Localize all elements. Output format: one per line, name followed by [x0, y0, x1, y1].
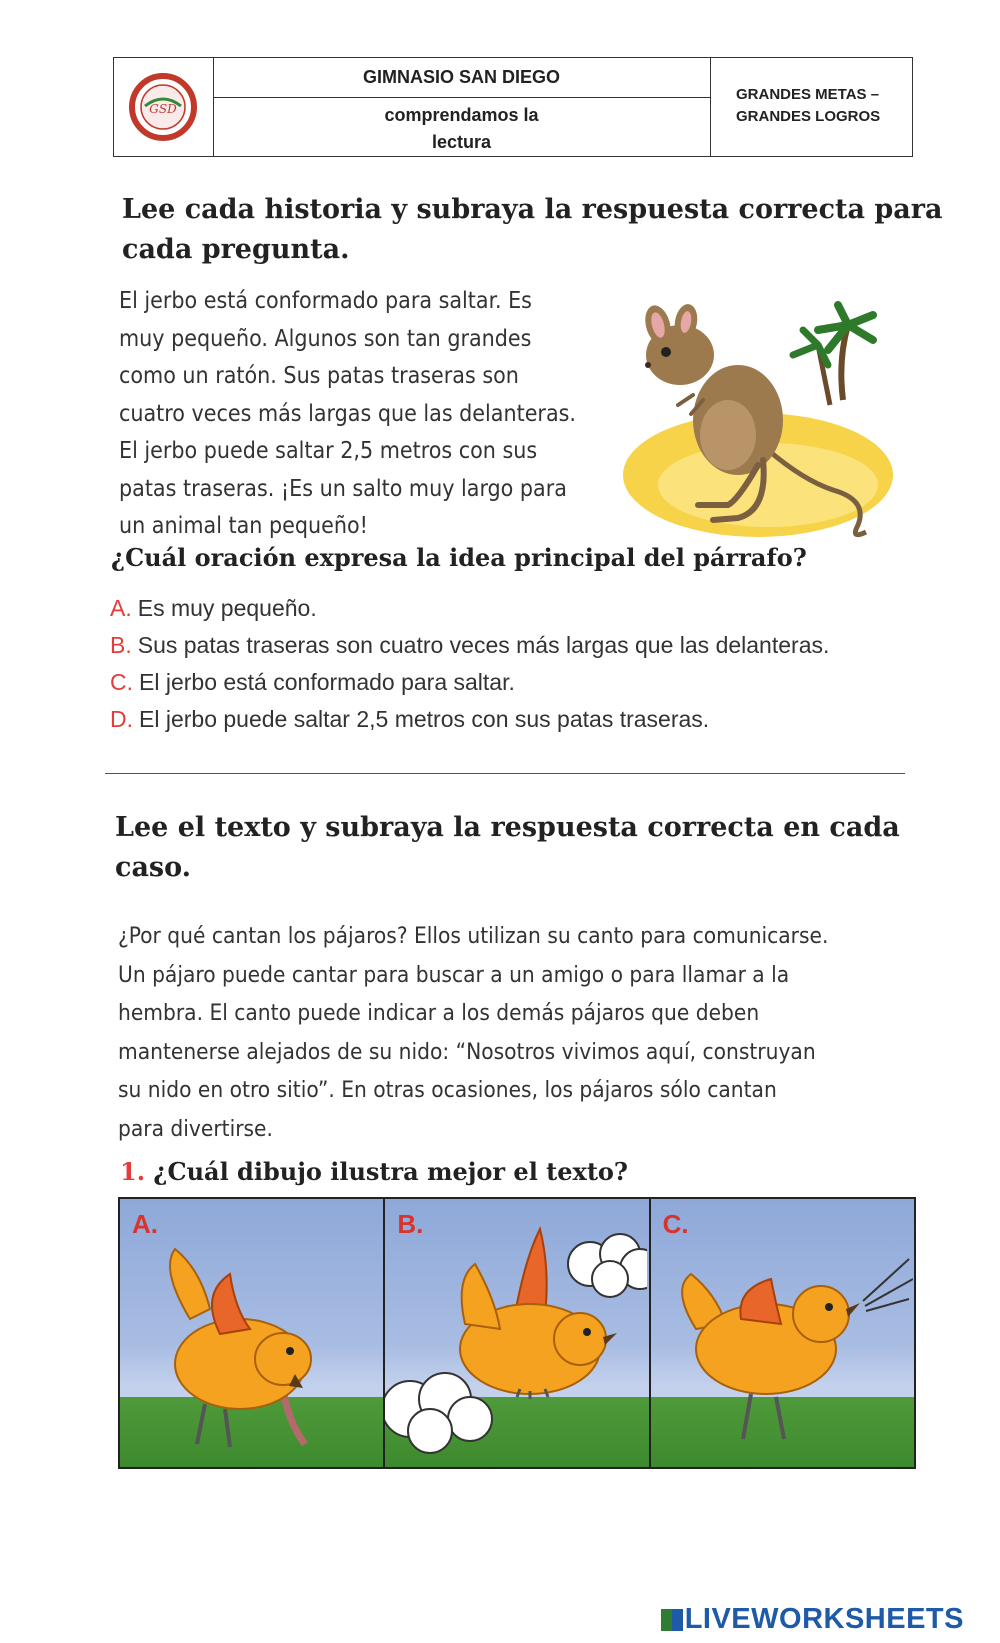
svg-text:GSD: GSD: [149, 102, 177, 116]
section2-question: 1. ¿Cuál dibujo ilustra mejor el texto?: [120, 1157, 628, 1186]
bird-eating-worm-icon: [120, 1199, 375, 1467]
motto-cell: GRANDES METAS – GRANDES LOGROS: [736, 86, 881, 125]
liveworksheets-logo: LIVEWORKSHEETS: [661, 1603, 964, 1636]
sound-lines-icon: [863, 1259, 913, 1311]
liveworksheets-icon: [661, 1609, 683, 1631]
section1-instruction: Lee cada historia y subraya la respuesta correcta para cada pregunta.: [122, 194, 943, 265]
panel-b[interactable]: B.: [385, 1199, 650, 1467]
bird-panels: [118, 1197, 916, 1469]
birds-paragraph: ¿Por qué cantan los pájaros? Ellos utilizan su canto para comunicarse. Un pájaro puede cantar para buscar a un amigo o para llamar a la hembra. El canto puede indicar a los demás pájaros que deben mantenerse alejados de su nido: “Nosotros vivimos aquí, construyan su nido en otro sitio”. En otras ocasiones, los pájaros sólo cantan para divertirse.: [118, 923, 829, 1142]
panel-c[interactable]: C.: [651, 1199, 914, 1467]
jerbo-paragraph: El jerbo está conformado para saltar. Es muy pequeño. Algunos son tan grandes como un ratón. Sus patas traseras son cuatro veces más largas que las delanteras. El jerbo puede saltar 2,5 metros con sus patas traseras. ¡Es un salto muy largo para un animal tan pequeño!: [119, 288, 576, 539]
panel-a[interactable]: A.: [120, 1199, 385, 1467]
section1-question: ¿Cuál oración expresa la idea principal del párrafo?: [111, 543, 807, 572]
palm-tree-icon: [793, 305, 873, 405]
school-crest-icon: [114, 58, 213, 156]
option-a[interactable]: A. Es muy pequeño.: [110, 595, 317, 621]
option-b[interactable]: B. Sus patas traseras son cuatro veces más largas que las delanteras.: [110, 632, 830, 658]
jerboa-illustration: [618, 300, 893, 555]
option-d[interactable]: D. El jerbo puede saltar 2,5 metros con sus patas traseras.: [110, 706, 710, 732]
logo-cell: [114, 58, 214, 156]
school-name: GIMNASIO SAN DIEGO: [213, 58, 710, 98]
section1-options: [110, 590, 829, 738]
section-divider: [105, 773, 905, 774]
bird-singing-icon: [651, 1199, 913, 1467]
title-cell: [213, 58, 711, 156]
bird-flying-icon: [385, 1199, 647, 1467]
section2-instruction: Lee el texto y subraya la respuesta correcta en cada caso.: [115, 812, 900, 883]
subject-title: comprendamos la lectura: [384, 105, 539, 152]
option-c[interactable]: C. El jerbo está conformado para saltar.: [110, 669, 515, 695]
header-table: [113, 57, 913, 157]
